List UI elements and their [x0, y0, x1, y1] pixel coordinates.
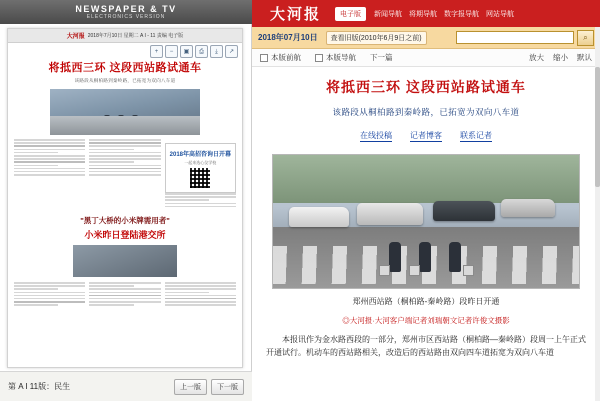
submit-article-link[interactable]: 在线投稿 — [360, 131, 392, 140]
text-column — [165, 139, 236, 209]
page-text-columns — [14, 139, 236, 209]
nav-item-news[interactable]: 新闻导航 — [374, 10, 403, 18]
print-icon[interactable]: ⎙ — [195, 45, 208, 58]
page-ad-text: 一起来选心仪学校 — [184, 160, 217, 165]
newspaper-masthead — [0, 0, 252, 24]
page-text-columns-lower — [14, 282, 236, 308]
zoom-out-button[interactable]: 缩小 — [553, 53, 568, 62]
edition-badge[interactable]: 电子版 — [335, 7, 366, 21]
article-content — [252, 67, 600, 359]
reader-subbar — [252, 49, 600, 67]
photo-car — [289, 207, 349, 227]
article-body: 本报讯作为金水路西段的一部分，郑州市区西站路（桐柏路—秦岭路）段周一上午正式开通试行。机动车的西站路相关，改造后的西站路由双向四车道拓宽为双向八车道 — [266, 335, 586, 357]
issue-date: 2018年07月10日 — [258, 33, 318, 42]
reporter-blog-link[interactable]: 记者博客 — [410, 131, 442, 140]
text-column — [89, 139, 160, 209]
photo-bucket — [379, 265, 390, 276]
page-header-strip — [8, 29, 242, 43]
prev-page-nav[interactable] — [260, 52, 301, 63]
page-subline: 该路段从桐柏路到秦岭路，已拓宽为双向八车道 — [74, 78, 176, 83]
download-icon[interactable]: ⤓ — [210, 45, 223, 58]
scrollbar-track[interactable] — [595, 27, 600, 401]
page-headline[interactable]: 将抵西三环 这段西站路试通车 — [48, 62, 202, 74]
nav-item-issues[interactable]: 将期导航 — [409, 10, 438, 18]
page-ad-title: 2018年高招咨询日开幕 — [169, 152, 231, 158]
photo-tree-band — [273, 155, 579, 203]
page-header-flag: 大河报 — [66, 34, 85, 40]
photo-car — [433, 201, 495, 221]
photo-figure — [132, 115, 138, 129]
article-subtitle: 该路段从桐柏路到秦岭路，已拓宽为双向八车道 — [332, 107, 520, 117]
site-logo[interactable]: 大河报 — [270, 6, 322, 23]
square-icon — [260, 54, 268, 62]
square-icon — [315, 54, 323, 62]
page-photo-secondary — [73, 245, 177, 277]
page-sub-headline[interactable]: 小米昨日登陆港交所 — [84, 229, 166, 240]
zoom-out-icon[interactable]: − — [165, 45, 178, 58]
text-column — [14, 139, 85, 209]
nav-item-digital[interactable]: 数字报导航 — [444, 10, 480, 18]
page-header-text: 2018年7月10日 星期二 A I - 11 责编 电子版 — [87, 33, 184, 39]
photo-car — [357, 203, 423, 225]
newspaper-page-canvas[interactable] — [7, 28, 243, 368]
search-input[interactable] — [456, 31, 574, 44]
site-nav[interactable] — [374, 9, 514, 19]
zoom-controls[interactable] — [529, 52, 592, 63]
photo-worker — [389, 242, 401, 272]
current-page-nav-label: 本版导航 — [326, 53, 356, 62]
reader-toolbar — [252, 27, 600, 49]
article-photo-caption: 郑州西站路（桐柏路-秦岭路）段昨日开通 — [352, 297, 500, 306]
prev-page-button[interactable]: 上一版 — [174, 379, 207, 395]
article-photo — [272, 154, 580, 289]
search-icon[interactable]: ⌕ — [577, 30, 594, 46]
photo-bucket — [409, 265, 420, 276]
zoom-in-icon[interactable]: + — [150, 45, 163, 58]
qr-code-icon — [190, 168, 210, 188]
photo-worker — [419, 242, 431, 272]
page-statusbar — [0, 371, 252, 401]
article-photo-credit: ◎大河报·大河客户端记者刘瑞朝文记者许俊文摄影 — [342, 316, 510, 325]
next-article-link[interactable] — [370, 52, 393, 63]
photo-figure — [118, 115, 124, 129]
text-column — [165, 282, 236, 308]
photo-worker — [449, 242, 461, 272]
next-page-button[interactable]: 下一版 — [211, 379, 244, 395]
old-edition-link[interactable]: 查看旧版(2010年6月9日之前) — [326, 31, 427, 45]
page-ad-box — [165, 143, 236, 193]
masthead-title: NEWSPAPER & TV — [75, 3, 177, 14]
newspaper-page-preview-panel — [0, 0, 252, 401]
page-photo-main — [50, 89, 200, 135]
next-article-label: 下一篇 — [370, 53, 393, 62]
zoom-in-button[interactable]: 放大 — [529, 53, 544, 62]
page-sub-headline-small: "黑丁大桥的小米牌需用者" — [80, 215, 170, 225]
contact-reporter-link[interactable]: 联系记者 — [460, 131, 492, 140]
text-column — [89, 282, 160, 308]
search-area[interactable] — [456, 30, 594, 46]
photo-figure — [104, 115, 110, 129]
photo-bucket — [463, 265, 474, 276]
page-body — [8, 43, 242, 368]
fit-page-icon[interactable]: ▣ — [180, 45, 193, 58]
article-links[interactable] — [266, 130, 586, 142]
scrollbar-thumb[interactable] — [595, 67, 600, 187]
share-icon[interactable]: ↗ — [225, 45, 238, 58]
nav-item-site[interactable]: 网站导航 — [486, 10, 515, 18]
site-header — [252, 0, 600, 27]
photo-car — [501, 199, 555, 217]
article-title: 将抵西三环 这段西站路试通车 — [326, 79, 526, 95]
article-reader-panel — [252, 0, 600, 401]
current-page-label: 第 A I 11版：民生 — [8, 382, 71, 391]
current-page-nav[interactable] — [315, 52, 356, 63]
masthead-subtitle: ELECTRONICS VERSION — [86, 13, 166, 20]
zoom-default-button[interactable]: 默认 — [577, 53, 592, 62]
page-nav-buttons[interactable] — [174, 379, 244, 395]
prev-page-nav-label: 本版前航 — [271, 53, 301, 62]
text-column — [14, 282, 85, 308]
